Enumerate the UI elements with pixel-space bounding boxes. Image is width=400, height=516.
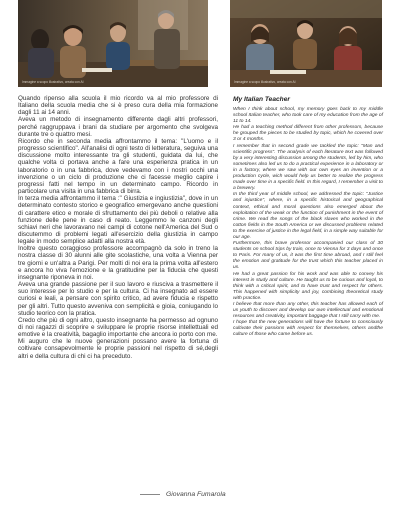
- author-name: Giovanna Fumarola: [166, 491, 226, 498]
- english-paragraph: I hope that the new generations will have the fortune to consciously cultivate their passions with respect for themselves, others andthe culture of those who came before us.: [233, 320, 383, 338]
- classroom-photo-left: [18, 0, 208, 87]
- english-paragraph: He had a great passion for his work and was able to convey his interest in study and culture. He taught us to be curious and loyal, to think with a critical spirit, and to have trust and respect for others. This happened with simplicity and joy, combining theoretical study with practice.: [233, 271, 383, 301]
- english-paragraph: When I think about school, my memory goes back to my middle school Italian teacher, who took care of my education from the age of 11 to 14.: [233, 107, 383, 125]
- classroom-photo-right: [230, 0, 382, 87]
- english-article-column: [233, 96, 383, 339]
- italian-paragraph: Quando ripenso alla scuola il mio ricordo va al mio professore di Italiano della scuola media che si è preso cura della mia formazione dagli 11 ai 14 anni.: [18, 95, 218, 117]
- english-paragraph: Furthermore, this brave professor accompanied our class of 30 students on school trips by train, once to Vienna for 3 days and once to Paris. For many of us, it was the first time abroad, and I still feel the emotion and gratitude for the trust which this teacher placed in us.: [233, 241, 383, 271]
- classroom-illustration-right: [230, 0, 382, 87]
- english-paragraph: I believe that more than any other, this teacher has allowed each of us youth to discover and develop our own intellectual and emotional resources and creativity, important baggage that I still carry with me.: [233, 302, 383, 320]
- italian-paragraph: In terza media affrontammo il tema :" Giustizia e ingiustizia", dove in un determinato contesto storico e geografico emergevano anche questioni di carattere etico e morale di sfruttamento dei più deboli o relative alla funzione delle pene in caso di reato. Leggemmo le canzoni degli schiavi neri che lavoravano nei campi di cotone nell'America del Sud o discutemmo di problemi legati all'esercizio della giustizia in campo legale in modo semplice adatti alla nostra età.: [18, 195, 218, 246]
- italian-article-column: [18, 95, 218, 360]
- italian-paragraph: Aveva un metodo di insegnamento differente dagli altri professori, perché raggruppava i brani da studiare per argomento che svolgeva durante tre o quattro mesi.: [18, 116, 218, 138]
- english-article-title: My Italian Teacher: [233, 96, 290, 103]
- photo-caption-left: Immagine a scopo illustrativo, creata con AI: [22, 80, 84, 84]
- english-paragraph: He had a teaching method different from other professors, because he grouped the pieces to be studied by topic, which he covered over 3 or 4 months.: [233, 125, 383, 143]
- classroom-illustration-left: [18, 0, 208, 87]
- photo-caption-right: Immagine a scopo illustrativo, creata con AI: [234, 80, 296, 84]
- italian-paragraph: Inoltre questo coraggioso professore accompagnò da solo in treno la nostra classe di 30 alunni alle gite scolastiche, una volta a Vienna per tre giorni e un'altra a Parigi. Per molti di noi era la prima volta all'estero e ancora ho viva l'emozione e la gratitudine per la fiducia che questi insegnante riponeva in noi.: [18, 245, 218, 281]
- italian-paragraph: Credo che più di ogni altro, questo insegnante ha permesso ad ognuno di noi ragazzi di scoprire e sviluppare le proprie risorse intellettuali ed emotive e la creatività, bagaglio importante che ancora io porto con me.: [18, 316, 218, 339]
- italian-paragraph: Aveva una grande passione per il suo lavoro e riusciva a trasmettere il suo interesse per lo studio e per la cultura. Ci ha insegnato ad essere curiosi e leali, a pensare con spirito critico, ad avere fiducia e rispetto per gli altri. Tutto questo avveniva con semplicità e gioia, coniugando lo studio teorico con la pratica.: [18, 281, 218, 317]
- italian-paragraph: Mi auguro che le nuove generazioni possano avere la fortuna di coltivare consapevolmente le proprie passioni nel rispetto di sé,degli altri e della cultura di chi ci ha preceduto.: [18, 338, 218, 360]
- author-signature: [140, 491, 320, 498]
- english-paragraph: I remember that in second grade we tackled the topic: "Man and scientific progress". The analysis of each literature text was followed by a very interesting discussion among the students, led by him, who sometimes also led us to do a practical experience in a laboratory or in a factory, where we saw with our own eyes an invention or a production cycle, wich would help us better to realize the progress made over time in a specific field. In this regard, I remember a visit to a brewery.: [233, 143, 383, 192]
- english-paragraph: In the third year of middle school, we addressed the topic: "Justice and injustice", where, in a specific historical and geographical context, ethical and moral questions also emerged about the exploitation of the weak or the function of punishment in the event of crime. We read the songs of the black slaves who worked in the cotton fields in the South America or we discussed problems related to the exercise of justice in the legal field, in a simple way suitable for our age.: [233, 192, 383, 240]
- signature-rule: [140, 494, 160, 495]
- italian-paragraph: Ricordo che in seconda media affrontammo il tema: "L'uomo e il progresso scientifico". All'analisi di ogni testo di letteratura, seguiva una discussione molto interessante tra gli studenti, guidata da lui, che qualche volta ci portava anche a fare una esperienza pratica in un laboratorio o in una fabbrica, dove vedevamo con i nostri occhi una invenzione o un ciclo di produzione che ci facesse meglio capire i progressi fatti nel tempo in un determinato campo. Ricordo in particolare una visita in una fabbrica di birra.: [18, 137, 218, 196]
